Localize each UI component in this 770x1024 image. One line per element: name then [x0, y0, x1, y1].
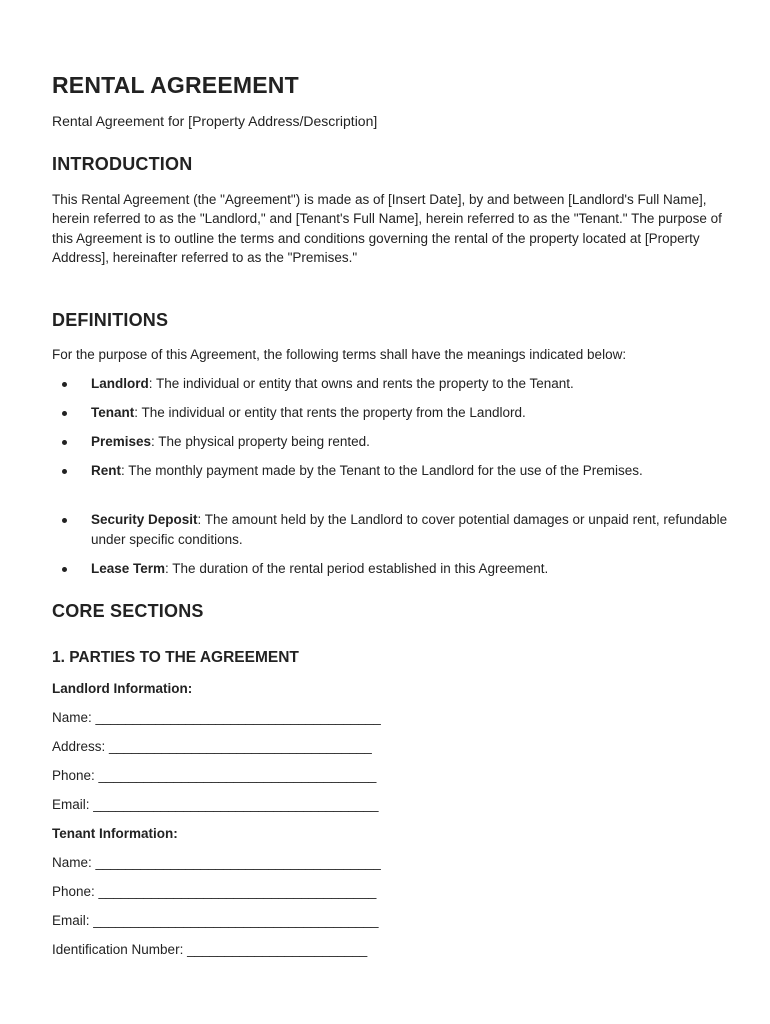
document-title: RENTAL AGREEMENT	[52, 72, 299, 98]
bullet-icon	[62, 382, 67, 387]
tenant-id-number-field[interactable]: Identification Number: ________________________	[52, 942, 368, 957]
introduction-heading: INTRODUCTION	[52, 154, 193, 174]
definitions-lead: For the purpose of this Agreement, the following terms shall have the meanings indicated below:	[52, 347, 627, 362]
definition-term: Lease Term	[91, 561, 166, 576]
bullet-icon	[62, 567, 67, 572]
bullet-icon	[62, 469, 67, 474]
landlord-name-field[interactable]: Name: ______________________________________	[52, 710, 381, 725]
definition-text: : The individual or entity that owns and rents the property to the Tenant.	[148, 376, 574, 391]
landlord-info-label: Landlord Information:	[52, 681, 193, 696]
document-subtitle: Rental Agreement for [Property Address/Description]	[52, 113, 378, 129]
bullet-icon	[62, 411, 67, 416]
tenant-phone-field[interactable]: Phone: _____________________________________	[52, 884, 377, 899]
landlord-phone-field[interactable]: Phone: _____________________________________	[52, 768, 377, 783]
definitions-heading: DEFINITIONS	[52, 310, 169, 330]
tenant-info-label: Tenant Information:	[52, 826, 178, 841]
definition-term: Tenant	[91, 405, 135, 420]
definition-text: : The individual or entity that rents the property from the Landlord.	[134, 405, 526, 420]
definition-term: Rent	[91, 463, 121, 478]
landlord-address-field[interactable]: Address: ___________________________________	[52, 739, 372, 754]
landlord-email-field[interactable]: Email: ______________________________________	[52, 797, 379, 812]
definition-term: Premises	[91, 434, 152, 449]
definition-term: Security Deposit	[91, 512, 198, 527]
definition-term: Landlord	[91, 376, 149, 391]
bullet-icon	[62, 518, 67, 523]
introduction-text: This Rental Agreement (the "Agreement") is made as of [Insert Date], by and between [Landlord's Full Name], herein referred to as the "Landlord," and [Tenant's Full Name], herein referred to as the "Tenant." The purpose of this Agreement is to outline the terms and conditions governing the rental of the property located at [Property Address], hereinafter referred to as the "Premises."	[52, 192, 722, 265]
core-sections-heading: CORE SECTIONS	[52, 601, 204, 621]
tenant-email-field[interactable]: Email: ______________________________________	[52, 913, 379, 928]
definition-text: : The amount held by the Landlord to cover potential damages or unpaid rent, refundable under specific conditions.	[91, 512, 728, 547]
definition-text: : The physical property being rented.	[151, 434, 370, 449]
definition-text: : The monthly payment made by the Tenant to the Landlord for the use of the Premises.	[121, 463, 643, 478]
bullet-icon	[62, 440, 67, 445]
parties-heading: 1. PARTIES TO THE AGREEMENT	[52, 649, 299, 666]
tenant-name-field[interactable]: Name: ______________________________________	[52, 855, 381, 870]
definition-text: : The duration of the rental period established in this Agreement.	[165, 561, 549, 576]
